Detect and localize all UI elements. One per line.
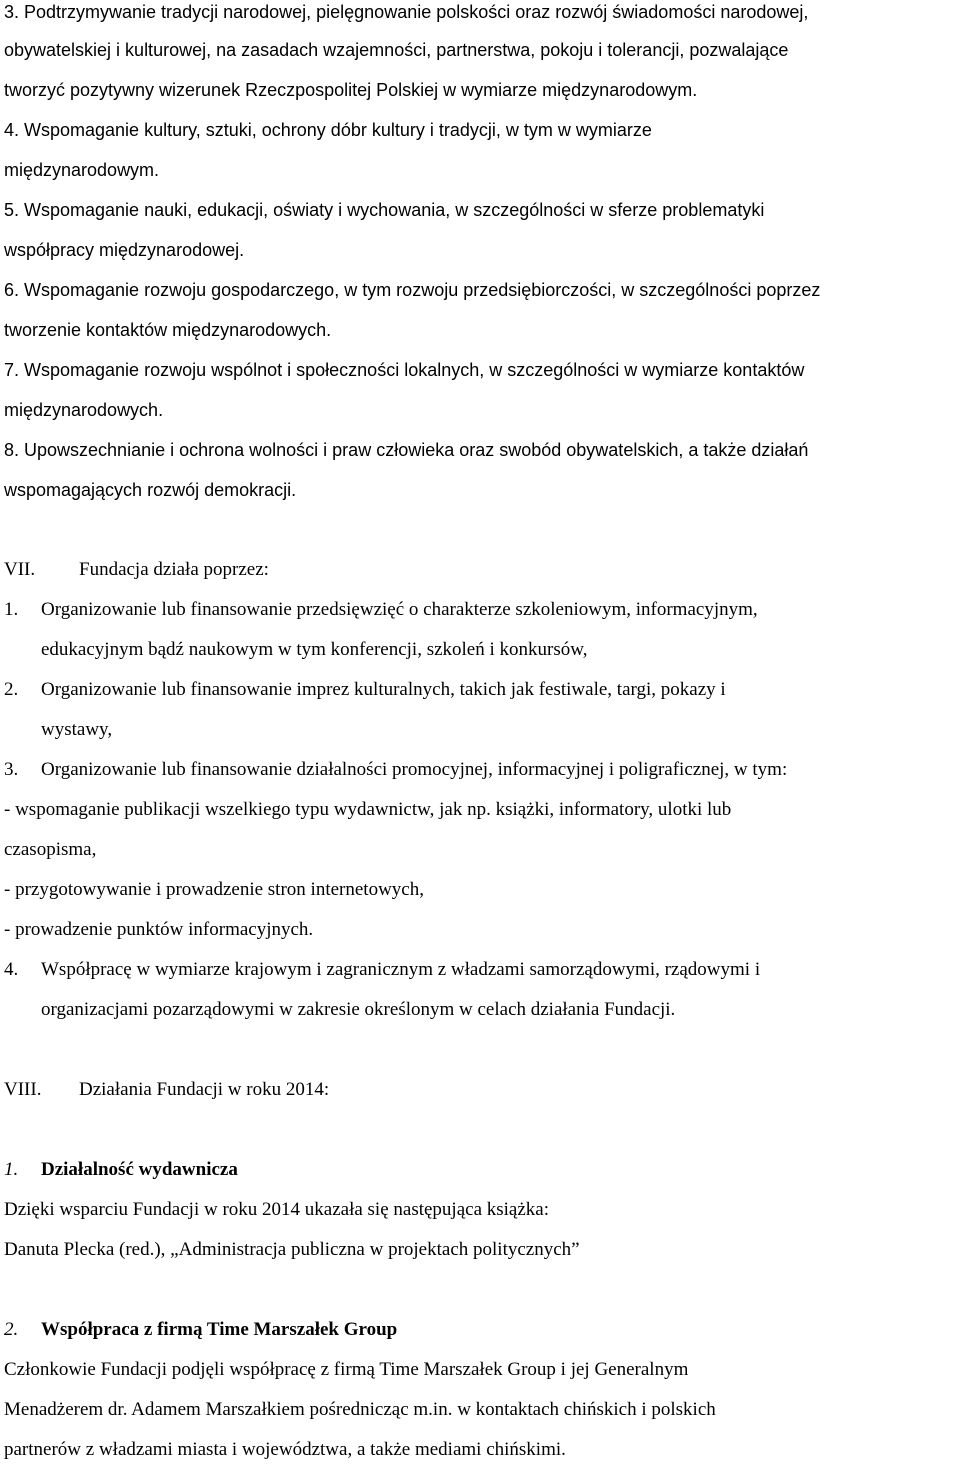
section-7-numeral: VII.	[4, 559, 36, 580]
goal-6-line-1: 6. Wspomaganie rozwoju gospodarczego, w tym rozwoju przedsiębiorczości, w szczególności poprzez	[4, 280, 821, 300]
goal-5-line-2: współpracy międzynarodowej.	[4, 240, 245, 260]
dash-item-2: - przygotowywanie i prowadzenie stron internetowych,	[4, 879, 424, 900]
activity-2-title: Współpraca z firmą Time Marszałek Group	[41, 1319, 398, 1340]
activity-2-line-1: Członkowie Fundacji podjęli współpracę z firmą Time Marszałek Group i jej Generalnym	[4, 1359, 689, 1380]
goal-3-line-3: tworzyć pozytywny wizerunek Rzeczpospolitej Polskiej w wymiarze międzynarodowym.	[4, 80, 698, 100]
means-1-number: 1.	[4, 599, 19, 620]
means-4-line-1: Współpracę w wymiarze krajowym i zagranicznym z władzami samorządowymi, rządowymi i	[41, 959, 761, 980]
dash-item-1-line-1: - wspomaganie publikacji wszelkiego typu wydawnictw, jak np. książki, informatory, ulotki lub	[4, 799, 732, 820]
means-2-line-2: wystawy,	[41, 719, 113, 740]
activity-2-line-3: partnerów z władzami miasta i województwa, a także mediami chińskimi.	[4, 1439, 566, 1460]
activity-1-number: 1.	[4, 1159, 19, 1180]
goal-8-line-2: wspomagających rozwój demokracji.	[4, 480, 297, 500]
dash-item-3: - prowadzenie punktów informacyjnych.	[4, 919, 314, 940]
dash-item-1-line-2: czasopisma,	[4, 839, 97, 860]
means-4-number: 4.	[4, 959, 19, 980]
goal-6-line-2: tworzenie kontaktów międzynarodowych.	[4, 320, 332, 340]
means-1-line-2: edukacyjnym bądź naukowym w tym konferencji, szkoleń i konkursów,	[41, 639, 588, 660]
activity-2-number: 2.	[4, 1319, 19, 1340]
activity-1-line-2: Danuta Plecka (red.), „Administracja publiczna w projektach politycznych”	[4, 1239, 580, 1260]
goal-4-line-2: międzynarodowym.	[4, 160, 160, 180]
activity-1-title: Działalność wydawnicza	[41, 1159, 238, 1180]
section-8-numeral: VIII.	[4, 1079, 42, 1100]
goal-7-line-1: 7. Wspomaganie rozwoju wspólnot i społeczności lokalnych, w szczególności w wymiarze kontaktów	[4, 360, 805, 380]
means-2-number: 2.	[4, 679, 19, 700]
goal-3-line-2: obywatelskiej i kulturowej, na zasadach wzajemności, partnerstwa, pokoju i tolerancji, pozwalające	[4, 40, 789, 60]
goal-3-line-1: 3. Podtrzymywanie tradycji narodowej, pielęgnowanie polskości oraz rozwój świadomości narodowej,	[4, 2, 809, 22]
means-3-line-1: Organizowanie lub finansowanie działalności promocyjnej, informacyjnej i poligraficznej, w tym:	[41, 759, 788, 780]
activity-1-line-1: Dzięki wsparciu Fundacji w roku 2014 ukazała się następująca książka:	[4, 1199, 550, 1220]
activity-2-line-2: Menadżerem dr. Adamem Marszałkiem pośrednicząc m.in. w kontaktach chińskich i polskich	[4, 1399, 716, 1420]
goal-7-line-2: międzynarodowych.	[4, 400, 164, 420]
means-1-line-1: Organizowanie lub finansowanie przedsięwzięć o charakterze szkoleniowym, informacyjnym,	[41, 599, 758, 620]
goal-5-line-1: 5. Wspomaganie nauki, edukacji, oświaty i wychowania, w szczególności w sferze problematyki	[4, 200, 765, 220]
means-2-line-1: Organizowanie lub finansowanie imprez kulturalnych, takich jak festiwale, targi, pokazy i	[41, 679, 726, 700]
goal-4-line-1: 4. Wspomaganie kultury, sztuki, ochrony dóbr kultury i tradycji, w tym w wymiarze	[4, 120, 652, 140]
means-4-line-2: organizacjami pozarządowymi w zakresie określonym w celach działania Fundacji.	[41, 999, 676, 1020]
means-3-number: 3.	[4, 759, 19, 780]
section-7-title: Fundacja działa poprzez:	[79, 559, 269, 580]
goal-8-line-1: 8. Upowszechnianie i ochrona wolności i praw człowieka oraz swobód obywatelskich, a także działań	[4, 440, 809, 460]
section-8-title: Działania Fundacji w roku 2014:	[79, 1079, 330, 1100]
